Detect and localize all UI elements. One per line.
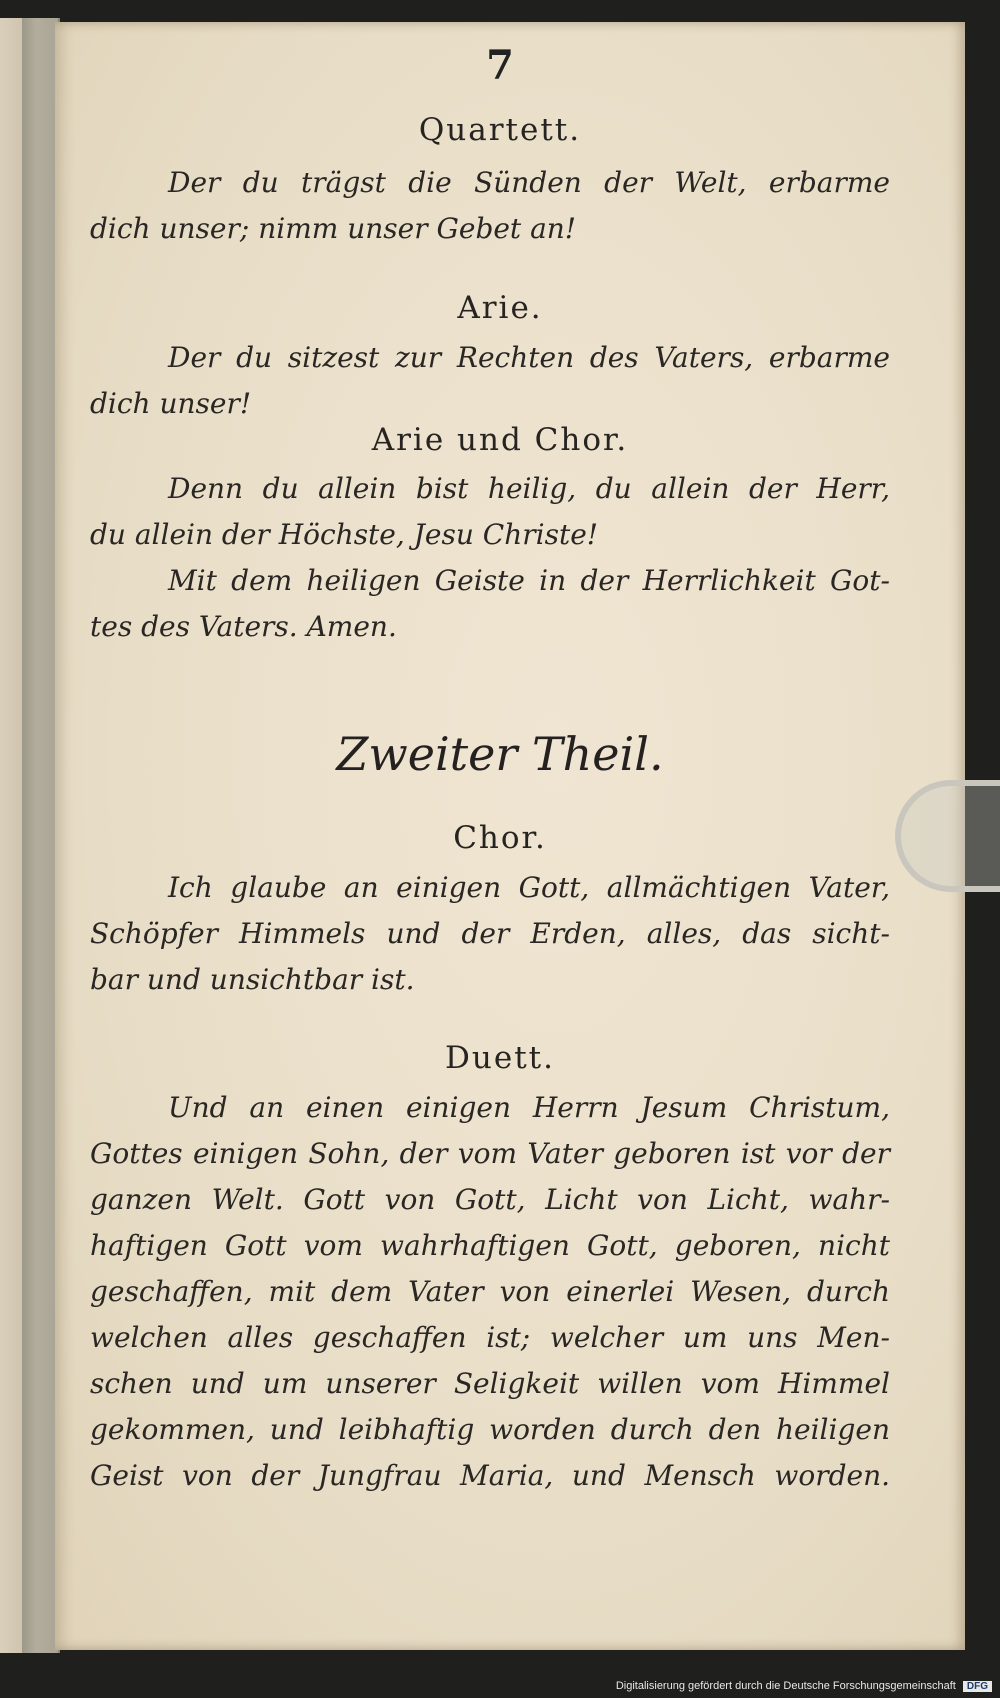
page-number: 7: [486, 42, 514, 89]
credit-text: Digitalisierung gefördert durch die Deutsche Forschungsgemeinschaft: [615, 1680, 956, 1692]
text-line: Ich glaube an einigen Gott, allmächtigen Vater,: [168, 871, 890, 904]
text-line: Der du trägst die Sünden der Welt, erbarme: [168, 166, 890, 199]
text-line: dich unser!: [90, 387, 252, 420]
text-line: gekommen, und leibhaftig worden durch den heiligen: [90, 1413, 890, 1446]
heading-chor: Chor.: [453, 820, 547, 856]
text-line: Denn du allein bist heilig, du allein der Herr,: [168, 472, 890, 505]
text-line: Gottes einigen Sohn, der vom Vater geboren ist vor der: [90, 1137, 890, 1170]
heading-arie-und-chor: Arie und Chor.: [371, 422, 629, 458]
text-line: geschaffen, mit dem Vater von einerlei Wesen, durch: [90, 1275, 890, 1308]
part-title: Zweiter Theil.: [336, 727, 664, 781]
heading-arie: Arie.: [457, 290, 543, 326]
text-line: haftigen Gott vom wahrhaftigen Gott, geboren, nicht: [90, 1229, 890, 1262]
text-line: welchen alles geschaffen ist; welcher um uns Men-: [90, 1321, 890, 1354]
text-line: tes des Vaters. Amen.: [90, 610, 397, 643]
dfg-logo: DFG: [963, 1681, 992, 1692]
text-line: dich unser; nimm unser Gebet an!: [90, 212, 577, 245]
text-line: Geist von der Jungfrau Maria, und Mensch worden.: [90, 1459, 890, 1492]
text-line: ganzen Welt. Gott von Gott, Licht von Licht, wahr-: [90, 1183, 890, 1216]
digitization-credit: [616, 1680, 992, 1692]
text-line: Mit dem heiligen Geiste in der Herrlichkeit Got-: [168, 564, 890, 597]
text-line: bar und unsichtbar ist.: [90, 963, 415, 996]
heading-duett: Duett.: [445, 1040, 555, 1076]
text-line: Der du sitzest zur Rechten des Vaters, erbarme: [168, 341, 890, 374]
text-line: Und an einen einigen Herrn Jesum Christum,: [168, 1091, 890, 1124]
paper-clip: [895, 780, 1000, 892]
text-line: du allein der Höchste, Jesu Christe!: [90, 518, 599, 551]
heading-quartett: Quartett.: [418, 112, 582, 148]
text-line: Schöpfer Himmels und der Erden, alles, das sicht-: [90, 917, 890, 950]
text-line: schen und um unserer Seligkeit willen vom Himmel: [90, 1367, 890, 1400]
